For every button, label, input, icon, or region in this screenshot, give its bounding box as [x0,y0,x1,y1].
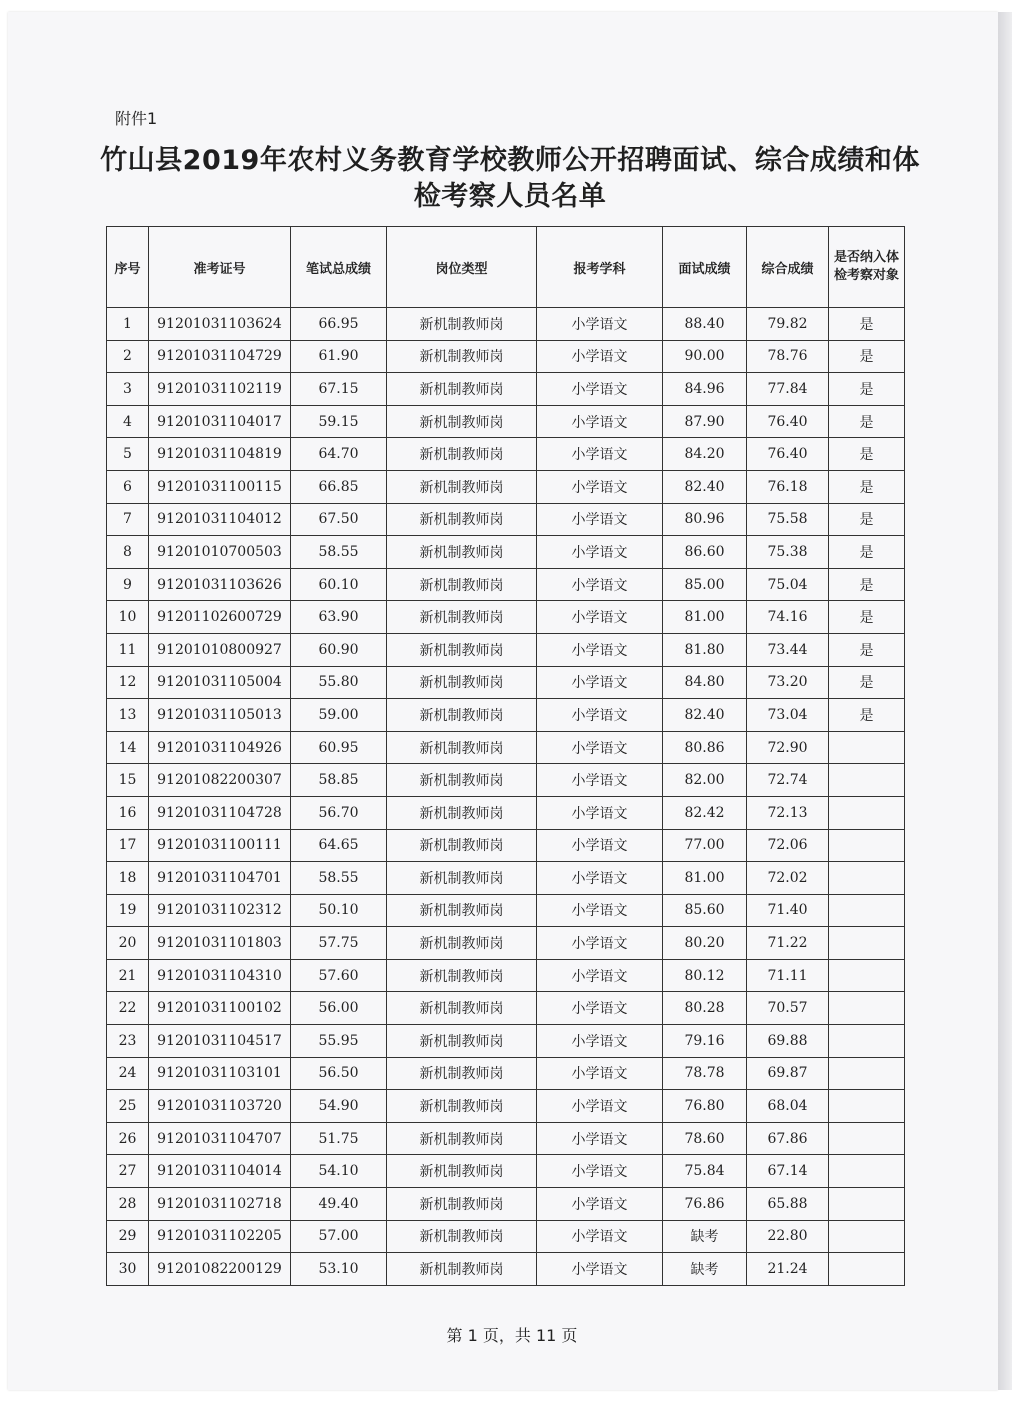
total-score: 21.24 [747,1253,829,1286]
written-score: 64.70 [291,438,387,471]
subject: 小学语文 [537,470,663,503]
written-score: 64.65 [291,829,387,862]
interview-score: 81.00 [663,601,747,634]
position-type: 新机制教师岗 [387,1025,537,1058]
exam-id: 91201031105004 [149,666,291,699]
table-row [107,373,905,406]
written-score: 54.10 [291,1155,387,1188]
table-row [107,503,905,536]
total-score: 73.44 [747,633,829,666]
table-row [107,699,905,732]
physical-exam-mark: 是 [829,568,905,601]
position-type: 新机制教师岗 [387,340,537,373]
total-score: 65.88 [747,1188,829,1221]
exam-id: 91201010800927 [149,633,291,666]
row-index: 13 [107,699,149,732]
subject: 小学语文 [537,1253,663,1286]
header-cell: 岗位类型 [387,227,537,308]
physical-exam-mark: 是 [829,340,905,373]
total-score: 67.14 [747,1155,829,1188]
exam-id: 91201031104517 [149,1025,291,1058]
table-row [107,862,905,895]
position-type: 新机制教师岗 [387,1188,537,1221]
row-index: 24 [107,1057,149,1090]
row-index: 19 [107,894,149,927]
written-score: 53.10 [291,1253,387,1286]
table-row [107,470,905,503]
table-row [107,568,905,601]
written-score: 58.55 [291,536,387,569]
interview-score: 85.60 [663,894,747,927]
header-cell: 是否纳入体检考察对象 [829,227,905,308]
written-score: 58.85 [291,764,387,797]
row-index: 12 [107,666,149,699]
total-score: 71.11 [747,959,829,992]
row-index: 9 [107,568,149,601]
interview-score: 81.00 [663,862,747,895]
table-row [107,340,905,373]
table-row [107,764,905,797]
written-score: 56.50 [291,1057,387,1090]
physical-exam-mark [829,1122,905,1155]
subject: 小学语文 [537,568,663,601]
table-row [107,1122,905,1155]
position-type: 新机制教师岗 [387,666,537,699]
physical-exam-mark [829,796,905,829]
position-type: 新机制教师岗 [387,470,537,503]
physical-exam-mark [829,927,905,960]
interview-score: 87.90 [663,405,747,438]
total-score: 67.86 [747,1122,829,1155]
total-score: 75.04 [747,568,829,601]
total-score: 72.90 [747,731,829,764]
exam-id: 91201031104012 [149,503,291,536]
exam-id: 91201031100111 [149,829,291,862]
physical-exam-mark [829,1220,905,1253]
written-score: 67.15 [291,373,387,406]
total-score: 72.06 [747,829,829,862]
physical-exam-mark: 是 [829,536,905,569]
physical-exam-mark [829,1253,905,1286]
total-score: 76.18 [747,470,829,503]
row-index: 14 [107,731,149,764]
candidate-table [106,226,905,1286]
row-index: 7 [107,503,149,536]
subject: 小学语文 [537,1188,663,1221]
physical-exam-mark: 是 [829,405,905,438]
written-score: 66.95 [291,308,387,341]
physical-exam-mark: 是 [829,699,905,732]
exam-id: 91201082200129 [149,1253,291,1286]
subject: 小学语文 [537,796,663,829]
header-cell: 报考学科 [537,227,663,308]
written-score: 59.00 [291,699,387,732]
exam-id: 91201031104729 [149,340,291,373]
interview-score: 76.80 [663,1090,747,1123]
total-score: 75.58 [747,503,829,536]
header-cell: 面试成绩 [663,227,747,308]
row-index: 27 [107,1155,149,1188]
exam-id: 91201031103720 [149,1090,291,1123]
header-cell: 笔试总成绩 [291,227,387,308]
subject: 小学语文 [537,373,663,406]
exam-id: 91201031103624 [149,308,291,341]
written-score: 51.75 [291,1122,387,1155]
interview-score: 81.80 [663,633,747,666]
exam-id: 91201031102312 [149,894,291,927]
total-score: 74.16 [747,601,829,634]
position-type: 新机制教师岗 [387,438,537,471]
table-row [107,959,905,992]
interview-score: 76.86 [663,1188,747,1221]
physical-exam-mark [829,862,905,895]
table-row [107,992,905,1025]
subject: 小学语文 [537,633,663,666]
subject: 小学语文 [537,1122,663,1155]
exam-id: 91201031103101 [149,1057,291,1090]
position-type: 新机制教师岗 [387,568,537,601]
table-body [107,308,905,1286]
exam-id: 91201031104819 [149,438,291,471]
exam-id: 91201031104701 [149,862,291,895]
exam-id: 91201031105013 [149,699,291,732]
interview-score: 79.16 [663,1025,747,1058]
written-score: 55.80 [291,666,387,699]
exam-id: 91201031104707 [149,1122,291,1155]
total-score: 73.20 [747,666,829,699]
written-score: 57.75 [291,927,387,960]
position-type: 新机制教师岗 [387,1155,537,1188]
exam-id: 91201031104017 [149,405,291,438]
row-index: 28 [107,1188,149,1221]
interview-score: 82.00 [663,764,747,797]
physical-exam-mark [829,992,905,1025]
total-score: 22.80 [747,1220,829,1253]
exam-id: 91201031104310 [149,959,291,992]
exam-id: 91201031103626 [149,568,291,601]
subject: 小学语文 [537,1220,663,1253]
written-score: 55.95 [291,1025,387,1058]
physical-exam-mark [829,959,905,992]
table-row [107,1025,905,1058]
physical-exam-mark [829,1155,905,1188]
row-index: 8 [107,536,149,569]
exam-id: 91201010700503 [149,536,291,569]
total-score: 76.40 [747,438,829,471]
total-score: 69.87 [747,1057,829,1090]
row-index: 2 [107,340,149,373]
position-type: 新机制教师岗 [387,796,537,829]
table-row [107,927,905,960]
table-row [107,633,905,666]
total-score: 71.40 [747,894,829,927]
exam-id: 91201031104728 [149,796,291,829]
table-header-row [107,227,905,308]
header-cell: 综合成绩 [747,227,829,308]
interview-score: 75.84 [663,1155,747,1188]
total-score: 68.04 [747,1090,829,1123]
physical-exam-mark: 是 [829,503,905,536]
interview-score: 80.12 [663,959,747,992]
subject: 小学语文 [537,340,663,373]
subject: 小学语文 [537,1025,663,1058]
table-row [107,1188,905,1221]
interview-score: 缺考 [663,1220,747,1253]
written-score: 60.10 [291,568,387,601]
interview-score: 80.20 [663,927,747,960]
interview-score: 85.00 [663,568,747,601]
physical-exam-mark: 是 [829,308,905,341]
scan-edge [998,12,1012,1390]
total-score: 70.57 [747,992,829,1025]
exam-id: 91201102600729 [149,601,291,634]
row-index: 1 [107,308,149,341]
position-type: 新机制教师岗 [387,764,537,797]
position-type: 新机制教师岗 [387,1220,537,1253]
total-score: 73.04 [747,699,829,732]
physical-exam-mark: 是 [829,633,905,666]
subject: 小学语文 [537,601,663,634]
exam-id: 91201031102205 [149,1220,291,1253]
interview-score: 77.00 [663,829,747,862]
physical-exam-mark [829,1090,905,1123]
subject: 小学语文 [537,1057,663,1090]
total-score: 72.02 [747,862,829,895]
position-type: 新机制教师岗 [387,633,537,666]
position-type: 新机制教师岗 [387,308,537,341]
subject: 小学语文 [537,699,663,732]
physical-exam-mark [829,1057,905,1090]
written-score: 63.90 [291,601,387,634]
written-score: 57.00 [291,1220,387,1253]
written-score: 61.90 [291,340,387,373]
row-index: 25 [107,1090,149,1123]
table-row [107,405,905,438]
subject: 小学语文 [537,438,663,471]
physical-exam-mark [829,829,905,862]
position-type: 新机制教师岗 [387,862,537,895]
row-index: 29 [107,1220,149,1253]
subject: 小学语文 [537,992,663,1025]
written-score: 67.50 [291,503,387,536]
subject: 小学语文 [537,959,663,992]
physical-exam-mark [829,764,905,797]
table-row [107,1057,905,1090]
exam-id: 91201031100102 [149,992,291,1025]
physical-exam-mark [829,731,905,764]
total-score: 78.76 [747,340,829,373]
position-type: 新机制教师岗 [387,1253,537,1286]
subject: 小学语文 [537,731,663,764]
written-score: 56.00 [291,992,387,1025]
position-type: 新机制教师岗 [387,731,537,764]
header-cell: 序号 [107,227,149,308]
written-score: 57.60 [291,959,387,992]
subject: 小学语文 [537,536,663,569]
interview-score: 缺考 [663,1253,747,1286]
position-type: 新机制教师岗 [387,503,537,536]
interview-score: 90.00 [663,340,747,373]
subject: 小学语文 [537,829,663,862]
physical-exam-mark: 是 [829,470,905,503]
written-score: 49.40 [291,1188,387,1221]
subject: 小学语文 [537,927,663,960]
page-footer: 第 1 页，共 11 页 [446,1326,578,1345]
position-type: 新机制教师岗 [387,1057,537,1090]
position-type: 新机制教师岗 [387,1122,537,1155]
total-score: 72.13 [747,796,829,829]
subject: 小学语文 [537,666,663,699]
position-type: 新机制教师岗 [387,1090,537,1123]
table-row [107,894,905,927]
total-score: 76.40 [747,405,829,438]
exam-id: 91201031104926 [149,731,291,764]
interview-score: 84.20 [663,438,747,471]
attachment-label: 附件1 [115,109,158,128]
subject: 小学语文 [537,1090,663,1123]
written-score: 59.15 [291,405,387,438]
table-row [107,1253,905,1286]
row-index: 17 [107,829,149,862]
interview-score: 80.86 [663,731,747,764]
total-score: 71.22 [747,927,829,960]
written-score: 54.90 [291,1090,387,1123]
interview-score: 78.78 [663,1057,747,1090]
total-score: 72.74 [747,764,829,797]
row-index: 6 [107,470,149,503]
total-score: 79.82 [747,308,829,341]
row-index: 20 [107,927,149,960]
physical-exam-mark [829,1025,905,1058]
position-type: 新机制教师岗 [387,405,537,438]
position-type: 新机制教师岗 [387,894,537,927]
row-index: 4 [107,405,149,438]
document-title: 竹山县2019年农村义务教育学校教师公开招聘面试、综合成绩和体检考察人员名单 [100,145,920,212]
subject: 小学语文 [537,862,663,895]
subject: 小学语文 [537,503,663,536]
physical-exam-mark [829,1188,905,1221]
interview-score: 82.40 [663,470,747,503]
exam-id: 91201031102119 [149,373,291,406]
position-type: 新机制教师岗 [387,992,537,1025]
header-cell: 准考证号 [149,227,291,308]
exam-id: 91201031104014 [149,1155,291,1188]
subject: 小学语文 [537,1155,663,1188]
position-type: 新机制教师岗 [387,699,537,732]
exam-id: 91201031101803 [149,927,291,960]
row-index: 10 [107,601,149,634]
interview-score: 82.42 [663,796,747,829]
total-score: 75.38 [747,536,829,569]
row-index: 22 [107,992,149,1025]
table-row [107,601,905,634]
row-index: 18 [107,862,149,895]
position-type: 新机制教师岗 [387,373,537,406]
exam-id: 91201031100115 [149,470,291,503]
position-type: 新机制教师岗 [387,927,537,960]
table-row [107,1155,905,1188]
subject: 小学语文 [537,764,663,797]
row-index: 23 [107,1025,149,1058]
table-row [107,1090,905,1123]
table-row [107,1220,905,1253]
written-score: 50.10 [291,894,387,927]
position-type: 新机制教师岗 [387,829,537,862]
interview-score: 84.96 [663,373,747,406]
row-index: 11 [107,633,149,666]
table-row [107,438,905,471]
written-score: 66.85 [291,470,387,503]
row-index: 15 [107,764,149,797]
row-index: 21 [107,959,149,992]
position-type: 新机制教师岗 [387,536,537,569]
interview-score: 80.96 [663,503,747,536]
subject: 小学语文 [537,894,663,927]
written-score: 60.90 [291,633,387,666]
interview-score: 80.28 [663,992,747,1025]
total-score: 69.88 [747,1025,829,1058]
table-row [107,796,905,829]
row-index: 26 [107,1122,149,1155]
physical-exam-mark [829,894,905,927]
written-score: 60.95 [291,731,387,764]
row-index: 30 [107,1253,149,1286]
exam-id: 91201082200307 [149,764,291,797]
interview-score: 78.60 [663,1122,747,1155]
physical-exam-mark: 是 [829,601,905,634]
total-score: 77.84 [747,373,829,406]
interview-score: 82.40 [663,699,747,732]
written-score: 58.55 [291,862,387,895]
table-row [107,666,905,699]
subject: 小学语文 [537,405,663,438]
physical-exam-mark: 是 [829,438,905,471]
subject: 小学语文 [537,308,663,341]
interview-score: 84.80 [663,666,747,699]
interview-score: 86.60 [663,536,747,569]
physical-exam-mark: 是 [829,373,905,406]
physical-exam-mark: 是 [829,666,905,699]
row-index: 16 [107,796,149,829]
interview-score: 88.40 [663,308,747,341]
table-row [107,731,905,764]
exam-id: 91201031102718 [149,1188,291,1221]
position-type: 新机制教师岗 [387,959,537,992]
table-row [107,829,905,862]
written-score: 56.70 [291,796,387,829]
row-index: 5 [107,438,149,471]
row-index: 3 [107,373,149,406]
table-row [107,308,905,341]
position-type: 新机制教师岗 [387,601,537,634]
table-row [107,536,905,569]
